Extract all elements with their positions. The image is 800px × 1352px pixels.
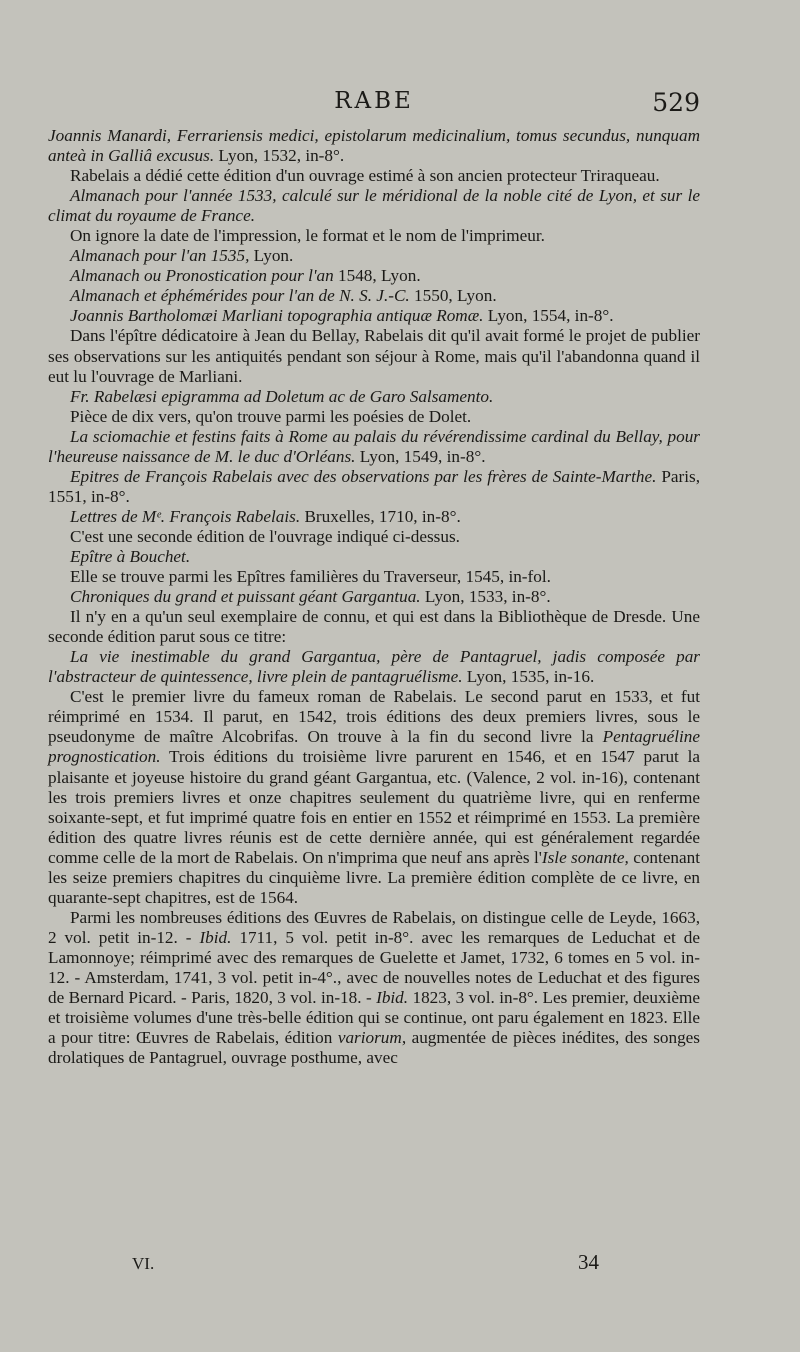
italic-title: Ibid. (376, 988, 409, 1008)
paragraph (48, 587, 700, 607)
roman-text: Parmi les nombreuses éditions des Œuvres de Rabelais, on distingue celle de Leyde, 1663, 2 vol. petit in-12. - (48, 907, 700, 947)
page-body (48, 126, 700, 1068)
roman-text: 1711, 5 vol. petit in-8°. avec les remarques de Leduchat et de Lamonnoye; réimprimé avec des remarques de Guelette et Jamet, 1732, 6 tomes en 5 vol. in-12. - Amsterdam, 1741, 3 vol. petit in-4°., avec de nouvelles notes de Leduchat et des figures de Bernard Picard. - Paris, 1820, 3 vol. in-18. - (48, 927, 701, 1008)
paragraph (48, 166, 700, 186)
roman-text: Bruxelles, 1710, in-8°. (300, 506, 461, 526)
paragraph (48, 527, 700, 547)
roman-text: Elle se trouve parmi les Epîtres familières du Traverseur, 1545, in-fol. (70, 567, 551, 587)
paragraph (48, 908, 700, 1068)
roman-text: Lyon, 1554, in-8°. (483, 306, 614, 326)
paragraph (48, 547, 700, 567)
roman-text: On ignore la date de l'impression, le format et le nom de l'imprimeur. (70, 226, 545, 246)
paragraph (48, 427, 700, 467)
italic-title: Chroniques du grand et puissant géant Gargantua. (70, 587, 421, 607)
running-title: RABE (334, 88, 414, 114)
italic-title: Almanach pour l'an 1535, (70, 246, 250, 266)
italic-title: Joannis Bartholomæi Marliani topographia antiquæ Romæ. (70, 306, 484, 326)
page-header (48, 88, 700, 122)
italic-title: Almanach pour l'année 1533, calculé sur le méridional de la noble cité de Lyon, et sur le climat du royaume de France. (48, 186, 700, 226)
paragraph (48, 607, 700, 647)
roman-text: Il n'y en a qu'un seul exemplaire de connu, et qui est dans la Bibliothèque de Dresde. Une seconde édition parut sous ce titre: (48, 607, 700, 647)
italic-title: Epître à Bouchet. (70, 546, 191, 566)
roman-text: contenant les seize premiers chapitres du cinquième livre. La première édition complète de ce livre, en quarante-sept chapitres, est de 1564. (48, 847, 701, 907)
roman-text: C'est une seconde édition de l'ouvrage indiqué ci-dessus. (70, 526, 460, 546)
paragraph (48, 647, 700, 687)
paragraph (48, 467, 700, 507)
paragraph (48, 326, 700, 386)
italic-title: La vie inestimable du grand Gargantua, père de Pantagruel, jadis composée par l'abstracteur de quintessence, livre plein de pantagruélisme. (48, 647, 700, 687)
roman-text: 1823, 3 vol. in-8°. Les premier, deuxième et troisième volumes d'une très-belle édition qui se continue, ont paru également en 1823. Elle a pour titre: Œuvres de Rabelais, édition (48, 988, 700, 1048)
paragraph (48, 286, 700, 306)
paragraph (48, 567, 700, 587)
italic-title: La sciomachie et festins faits à Rome au palais du révérendissime cardinal du Bellay, pour l'heureuse naissance de M. le duc d'Orléans. (48, 426, 700, 466)
paragraph (48, 186, 700, 226)
page-number: 529 (652, 88, 700, 117)
roman-text: Rabelais a dédié cette édition d'un ouvrage estimé à son ancien protecteur Triraqueau. (70, 166, 660, 186)
italic-title: Almanach ou Pronostication pour l'an (70, 266, 334, 286)
paragraph (48, 507, 700, 527)
roman-text: 1548, Lyon. (333, 266, 421, 286)
italic-title: Pentagruéline prognostication. (48, 727, 700, 767)
roman-text: Pièce de dix vers, qu'on trouve parmi les poésies de Dolet. (70, 406, 472, 426)
italic-title: Fr. Rabelæsi epigramma ad Doletum ac de Garo Salsamento. (70, 386, 494, 406)
italic-title: Isle sonante, (541, 847, 629, 867)
paragraph (48, 407, 700, 427)
paragraph (48, 226, 700, 246)
roman-text: Paris, 1551, in-8°. (48, 466, 701, 506)
italic-title: Lettres de Mᵉ. François Rabelais. (70, 506, 301, 526)
roman-text: Lyon, 1535, in-16. (462, 667, 595, 687)
signature-mark: 34 (578, 1250, 599, 1274)
roman-text: , augmentée de pièces inédites, des songes drolatiques de Pantagruel, ouvrage posthume, avec (48, 1028, 700, 1068)
paragraph (48, 306, 700, 326)
roman-text: Dans l'épître dédicatoire à Jean du Bellay, Rabelais dit qu'il avait formé le projet de publier ses observations sur les antiquités pendant son séjour à Rome, mais qu'il l'abandonna quand il eut lu l'ouvrage de Marliani. (48, 326, 700, 386)
italic-title: Ibid. (199, 927, 232, 947)
paragraph (48, 246, 700, 266)
roman-text: 1550, Lyon. (409, 286, 497, 306)
roman-text: Lyon. (249, 246, 294, 266)
roman-text: Lyon, 1532, in-8°. (214, 146, 345, 166)
roman-text: C'est le premier livre du fameux roman de Rabelais. Le second parut en 1533, et fut réimprimé en 1534. Il parut, en 1542, trois éditions des deux premiers livres, sous le pseudonyme de maître Alcobrifas. On trouve à la fin du second livre la (48, 687, 700, 747)
italic-title: variorum (337, 1028, 402, 1048)
paragraph (48, 126, 700, 166)
italic-title: Almanach et éphémérides pour l'an de N. S. J.-C. (70, 286, 410, 306)
paragraph (48, 687, 700, 908)
page-footer (48, 1250, 700, 1284)
volume-number: VI. (132, 1254, 155, 1273)
paragraph (48, 266, 700, 286)
italic-title: Epitres de François Rabelais avec des observations par les frères de Sainte-Marthe. (70, 466, 657, 486)
paragraph (48, 387, 700, 407)
roman-text: Lyon, 1533, in-8°. (420, 587, 551, 607)
roman-text: Trois éditions du troisième livre parurent en 1546, et en 1547 parut la plaisante et joyeuse histoire du grand géant Gargantua, etc. (Valence, 2 vol. in-16), contenant les trois premiers livres et onze chapitres seulement du quatrième livre, qui en renferme soixante-sept, et fut imprimé quatre fois en entier en 1552 et réimprimé en 1553. La première édition des quatre livres réunis est de cette dernière année, qui est généralement regardée comme celle de la mort de Rabelais. On n'imprima que neuf ans après l' (48, 747, 700, 867)
italic-title: Joannis Manardi, Ferrariensis medici, epistolarum medicinalium, tomus secundus, nunquam anteà in Galliâ excusus. (48, 126, 700, 166)
roman-text: Lyon, 1549, in-8°. (355, 446, 486, 466)
